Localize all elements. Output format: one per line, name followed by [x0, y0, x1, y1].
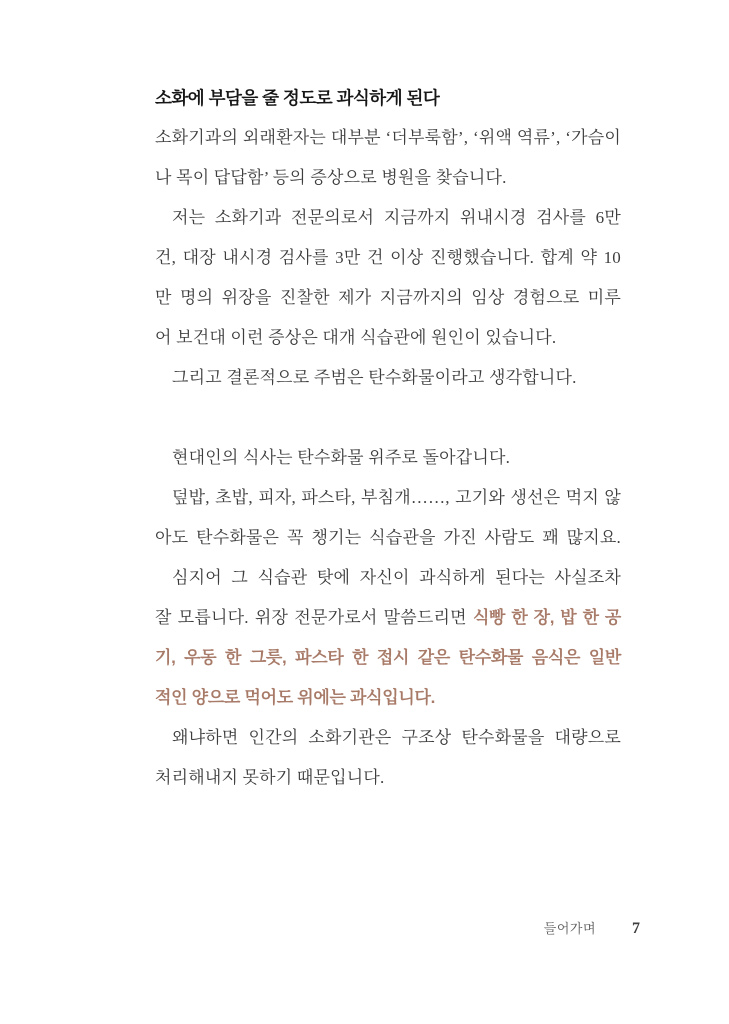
body-text: 건, 대장 내시경 검사를 3만 건 이상 진행했습니다. 합계 약 10 [155, 248, 621, 267]
text-line [155, 758, 621, 798]
text-line [155, 278, 621, 318]
emphasis-text: 적인 양으로 먹어도 위에는 과식입니다. [155, 688, 436, 707]
text-line [155, 518, 621, 558]
footer-section-title: 들어가며 [543, 921, 596, 936]
text-line [155, 558, 621, 598]
text-line [155, 638, 621, 678]
text-line [155, 238, 621, 278]
body-text: 어 보건대 이런 증상은 대개 식습관에 원인이 있습니다. [155, 328, 557, 347]
text-line [155, 718, 621, 758]
body-text: 왜냐하면 인간의 소화기관은 구조상 탄수화물을 대량으로 [172, 728, 621, 747]
body-text: 나 목이 답답함’ 등의 증상으로 병원을 찾습니다. [155, 168, 507, 187]
text-line [155, 318, 621, 358]
text-line [155, 598, 621, 638]
text-line [155, 158, 621, 198]
text-line [155, 118, 621, 158]
section-heading: 소화에 부담을 줄 정도로 과식하게 된다 [155, 88, 440, 108]
text-line [155, 678, 621, 718]
emphasis-text: 기, 우동 한 그릇, 파스타 한 접시 같은 탄수화물 음식은 일반 [155, 648, 621, 667]
body-text: 만 명의 위장을 진찰한 제가 지금까지의 임상 경험으로 미루 [155, 288, 621, 307]
body-lines [155, 118, 621, 798]
text-line [155, 478, 621, 518]
blank-line [155, 398, 621, 438]
emphasis-text: 식빵 한 장, 밥 한 공 [472, 608, 621, 627]
body-text: 덮밥, 초밥, 피자, 파스타, 부침개……, 고기와 생선은 먹지 않 [172, 488, 621, 507]
body-text: 저는 소화기과 전문의로서 지금까지 위내시경 검사를 6만 [172, 208, 621, 227]
body-text: 처리해내지 못하기 때문입니다. [155, 768, 385, 787]
text-block [155, 78, 621, 798]
text-line [155, 358, 621, 398]
body-text: 잘 모릅니다. 위장 전문가로서 말씀드리면 [155, 608, 473, 627]
text-line [155, 198, 621, 238]
body-text: 현대인의 식사는 탄수화물 위주로 돌아갑니다. [172, 448, 511, 467]
body-text: 그리고 결론적으로 주범은 탄수화물이라고 생각합니다. [172, 368, 577, 387]
body-text: 아도 탄수화물은 꼭 챙기는 식습관을 가진 사람도 꽤 많지요. [155, 528, 621, 547]
page-footer [155, 918, 640, 938]
body-text: 소화기과의 외래환자는 대부분 ‘더부룩함’, ‘위액 역류’, ‘가슴이 [155, 128, 621, 147]
body-text: 심지어 그 식습관 탓에 자신이 과식하게 된다는 사실조차 [172, 568, 621, 587]
text-line [155, 438, 621, 478]
footer-page-number: 7 [632, 920, 640, 937]
